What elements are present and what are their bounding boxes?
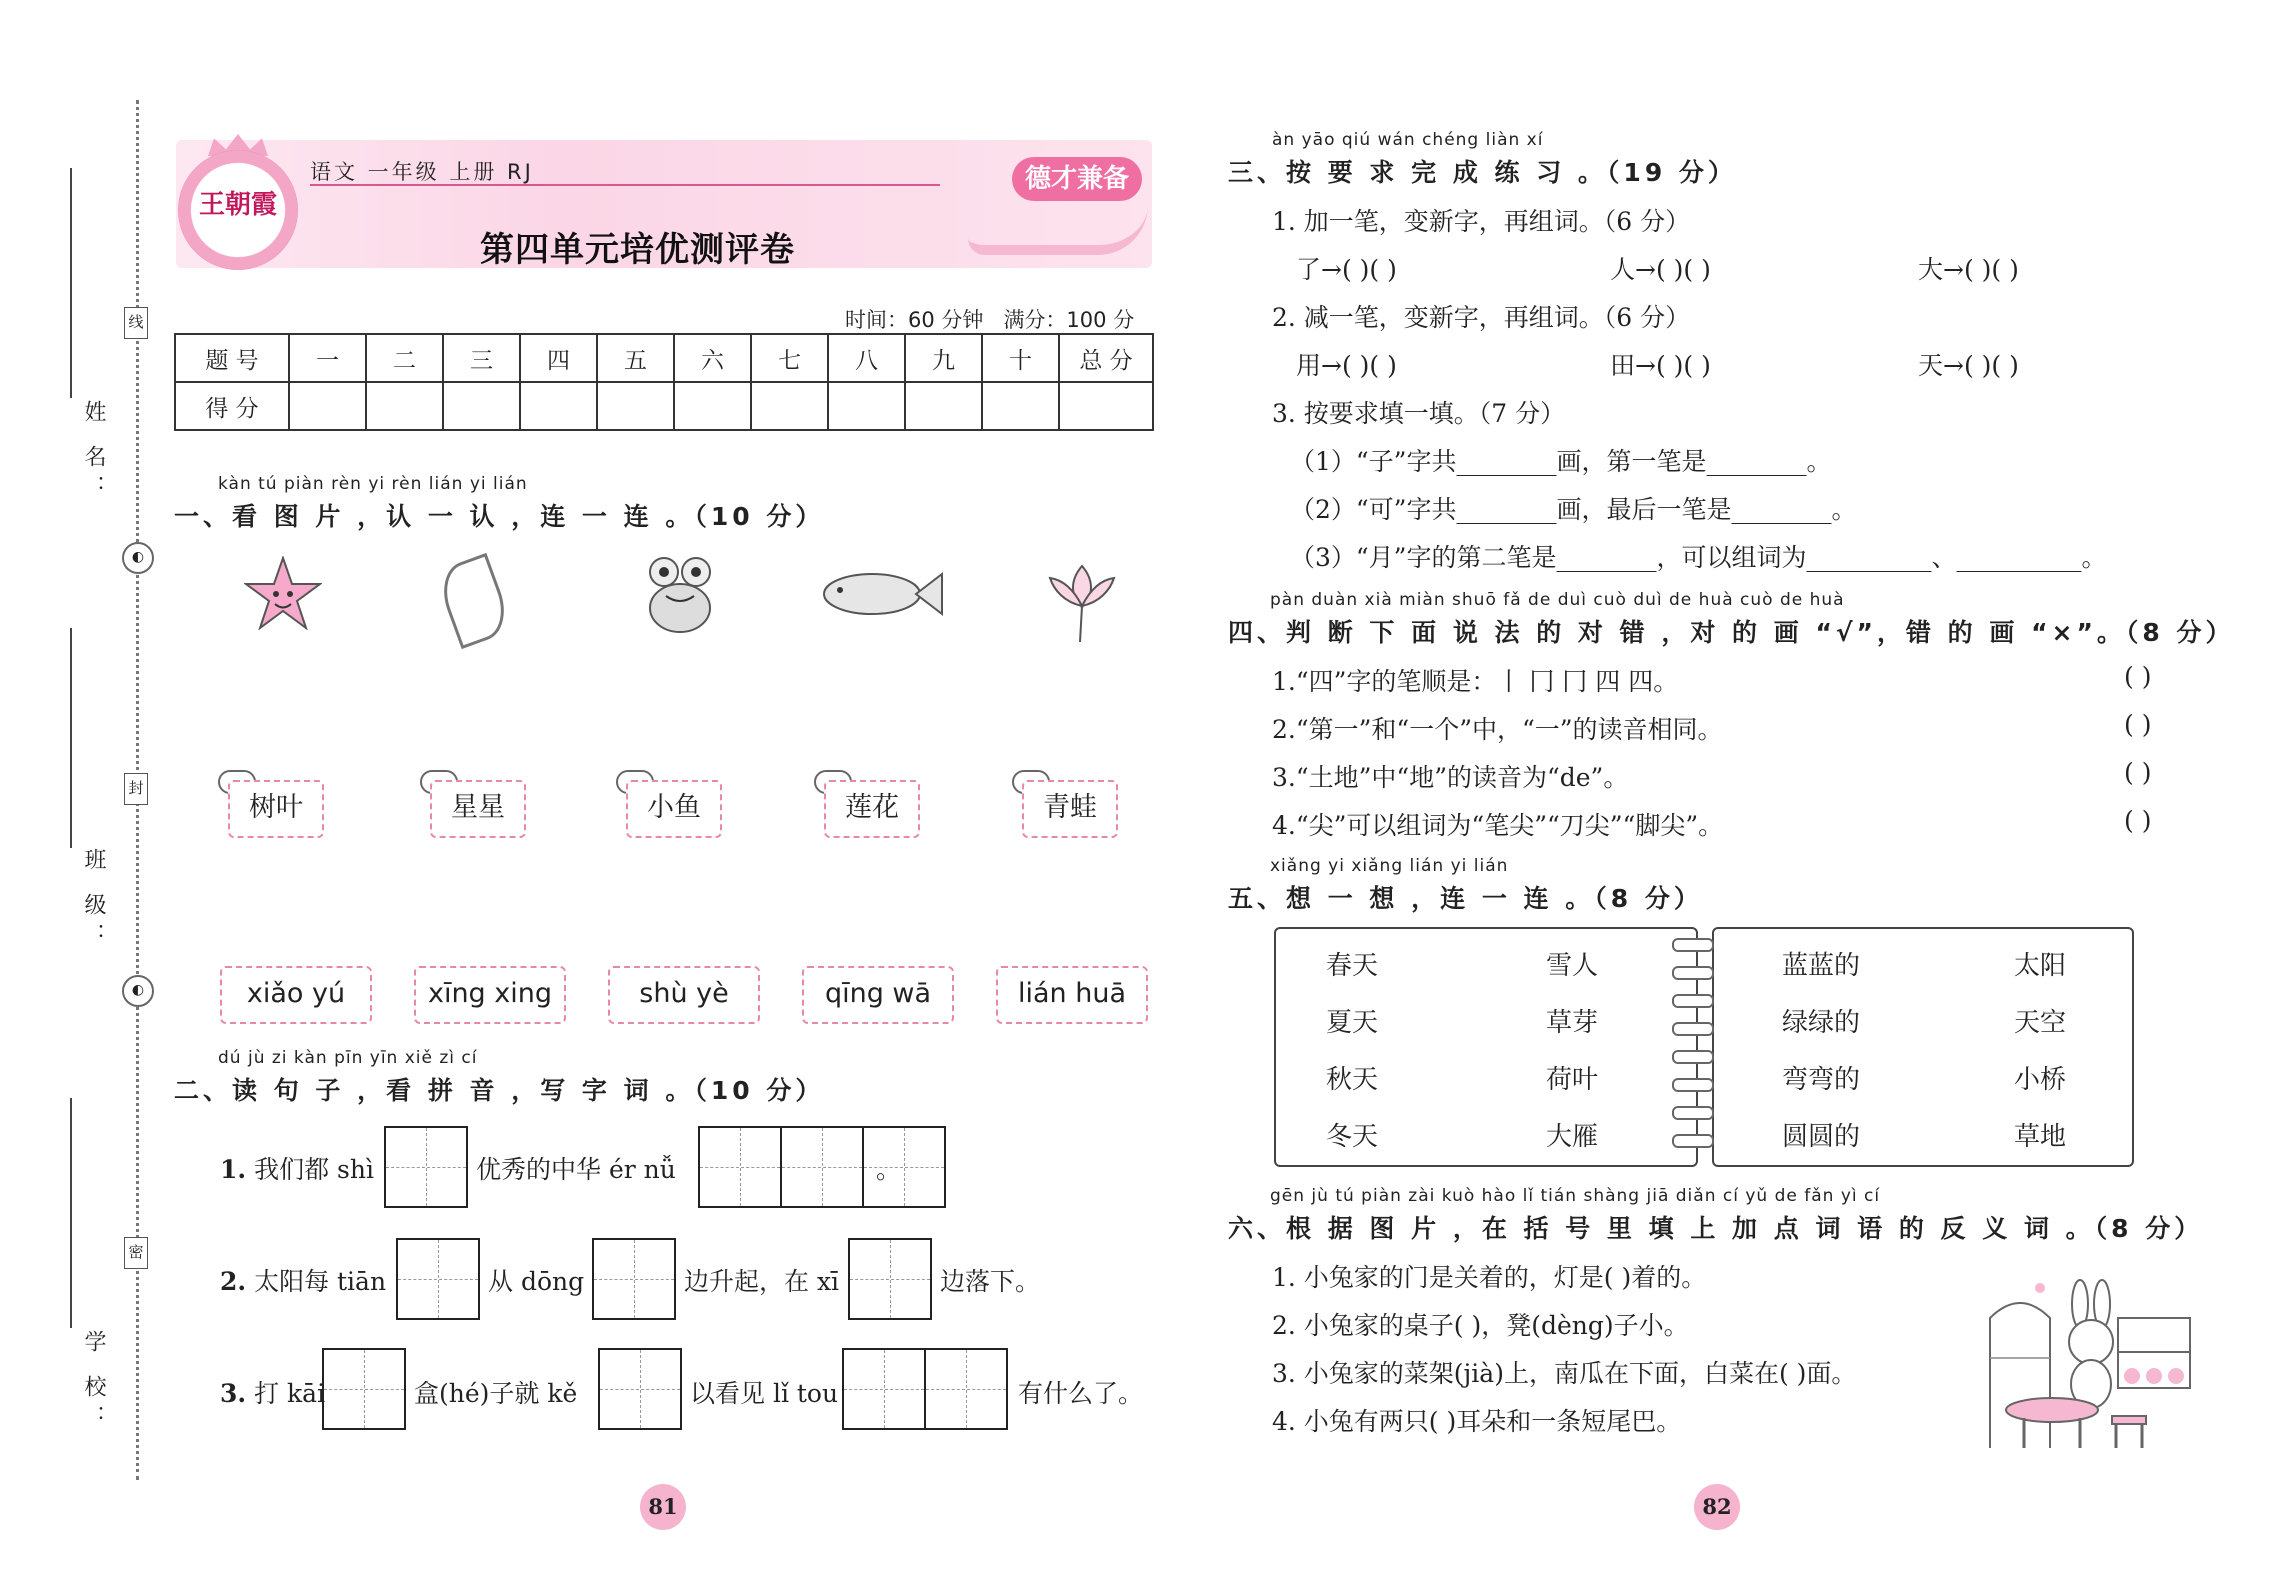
s4-item: 3.“土地”中“地”的读音为“de”。 bbox=[1272, 763, 1629, 792]
score-cell[interactable] bbox=[597, 382, 674, 430]
sentence-text: 太阳每 tiān bbox=[254, 1267, 387, 1296]
writing-grid[interactable] bbox=[396, 1238, 478, 1320]
page-number-right: 82 bbox=[1694, 1484, 1740, 1530]
leaf-picture bbox=[434, 553, 515, 649]
binder-ring-icon bbox=[1672, 1022, 1714, 1036]
school-field-line bbox=[70, 1098, 72, 1328]
time-limit: 时间：60 分钟 bbox=[845, 308, 984, 332]
grid-cell[interactable] bbox=[698, 1126, 782, 1208]
s2-line2 bbox=[220, 1262, 386, 1298]
writing-grid[interactable] bbox=[848, 1238, 930, 1320]
full-score: 满分：100 分 bbox=[1003, 308, 1135, 332]
subject-info: 语文 一年级 上册 RJ bbox=[310, 160, 534, 184]
grid-cell[interactable] bbox=[780, 1126, 864, 1208]
binder-ring-icon bbox=[1672, 938, 1714, 952]
sentence-text: 。 bbox=[876, 1155, 902, 1184]
binding-hole-icon: ◐ bbox=[122, 975, 154, 1007]
writing-grid[interactable] bbox=[598, 1348, 680, 1430]
s4-item: 1.“四”字的笔顺是：丨 冂 冂 四 四。 bbox=[1272, 667, 1679, 696]
pinyin-tag[interactable]: xiǎo yú bbox=[220, 966, 372, 1024]
brand-logo bbox=[178, 150, 298, 270]
pinyin-tag[interactable]: xīng xing bbox=[414, 966, 566, 1024]
s5-pinyin: xiǎng yi xiǎng lián yi lián bbox=[1270, 856, 1509, 876]
class-field bbox=[70, 620, 72, 848]
s6-pinyin: gēn jù tú piàn zài kuò hào lǐ tián shàng jiā diǎn cí yǔ de fǎn yì cí bbox=[1270, 1186, 1881, 1206]
writing-grid[interactable] bbox=[592, 1238, 674, 1320]
s3-q1: 1. 加一笔，变新字，再组词。（6 分） bbox=[1272, 207, 1691, 236]
fish-picture bbox=[818, 566, 944, 622]
pinyin-tag[interactable]: lián huā bbox=[996, 966, 1148, 1024]
name-field bbox=[70, 160, 72, 398]
match-word[interactable]: 草地 bbox=[2014, 1122, 2067, 1152]
s1-pinyin: kàn tú piàn rèn yi rèn lián yi lián bbox=[218, 474, 528, 494]
s3-q1-item[interactable]: 了→( )( ) bbox=[1296, 255, 1397, 284]
s4-item: 2.“第一”和“一个”中，“一”的读音相同。 bbox=[1272, 715, 1723, 744]
class-field-line bbox=[70, 628, 72, 848]
match-word[interactable]: 夏天 bbox=[1326, 1008, 1379, 1038]
grid-cell[interactable] bbox=[598, 1348, 682, 1430]
s3-q2-item[interactable]: 田→( )( ) bbox=[1610, 351, 1711, 380]
s4-pinyin: pàn duàn xià miàn shuō fǎ de duì cuò duì de huà cuò de huà bbox=[1270, 590, 1845, 610]
grid-cell[interactable] bbox=[862, 1126, 946, 1208]
sentence-text: 以看见 lǐ tou bbox=[690, 1379, 839, 1408]
match-box-right bbox=[1712, 927, 2134, 1167]
s5-title: 五、想 一 想 ，连 一 连 。（8 分） bbox=[1228, 884, 1703, 913]
s6-item[interactable]: 4. 小兔有两只( )耳朵和一条短尾巴。 bbox=[1272, 1407, 1682, 1436]
grid-cell[interactable] bbox=[384, 1126, 468, 1208]
table-cell: 七 bbox=[751, 334, 828, 382]
rabbit-room-picture bbox=[1980, 1278, 2220, 1456]
match-word[interactable]: 荷叶 bbox=[1546, 1065, 1599, 1095]
writing-grid[interactable] bbox=[698, 1126, 944, 1208]
binder-ring-icon bbox=[1672, 1050, 1714, 1064]
table-cell: 九 bbox=[905, 334, 982, 382]
grid-cell[interactable] bbox=[924, 1348, 1008, 1430]
table-cell: 题 号 bbox=[175, 334, 289, 382]
writing-grid[interactable] bbox=[322, 1348, 404, 1430]
binder-ring-icon bbox=[1672, 966, 1714, 980]
score-cell[interactable] bbox=[982, 382, 1059, 430]
table-cell: 二 bbox=[366, 334, 443, 382]
s2-pinyin: dú jù zi kàn pīn yīn xiě zì cí bbox=[218, 1048, 478, 1068]
score-table-score-row bbox=[175, 382, 1153, 430]
score-cell[interactable] bbox=[751, 382, 828, 430]
pinyin-tag[interactable]: shù yè bbox=[608, 966, 760, 1024]
writing-grid[interactable] bbox=[384, 1126, 466, 1208]
s2-line1 bbox=[220, 1150, 374, 1186]
s2-title: 二、读 句 子 ，看 拼 音 ，写 字 词 。（10 分） bbox=[174, 1076, 825, 1105]
match-word[interactable]: 天空 bbox=[2014, 1008, 2067, 1038]
match-word[interactable]: 大雁 bbox=[1546, 1122, 1599, 1152]
s6-item[interactable]: 2. 小兔家的桌子( )，凳(dèng)子小。 bbox=[1272, 1311, 1689, 1340]
sentence-text: 打 kāi bbox=[254, 1379, 326, 1408]
s3-q1-item[interactable]: 人→( )( ) bbox=[1610, 255, 1711, 284]
match-word[interactable]: 小桥 bbox=[2014, 1065, 2067, 1095]
table-cell: 十 bbox=[982, 334, 1059, 382]
sentence-text: 有什么了。 bbox=[1018, 1379, 1144, 1408]
binding-mark-line: 线 bbox=[124, 307, 148, 339]
s3-q3-item[interactable]: （2）“可”字共________画，最后一笔是________。 bbox=[1290, 495, 1857, 524]
s3-q3-item[interactable]: （1）“子”字共________画，第一笔是________。 bbox=[1290, 447, 1832, 476]
answer-paren[interactable]: ( ) bbox=[2124, 806, 2152, 835]
binding-mark-seal: 封 bbox=[124, 773, 148, 805]
answer-paren[interactable]: ( ) bbox=[2124, 662, 2152, 691]
binding-mark-secret: 密 bbox=[124, 1237, 148, 1269]
decorative-swirl bbox=[968, 205, 1148, 255]
s2-line3 bbox=[220, 1374, 325, 1410]
table-cell: 得 分 bbox=[175, 382, 289, 430]
s3-title: 三、按 要 求 完 成 练 习 。（19 分） bbox=[1228, 158, 1737, 187]
table-cell: 八 bbox=[828, 334, 905, 382]
match-word[interactable]: 圆圆的 bbox=[1782, 1122, 1861, 1152]
table-cell: 六 bbox=[674, 334, 751, 382]
sentence-text: 边升起，在 xī bbox=[684, 1267, 840, 1296]
class-label: 班 级： bbox=[81, 848, 106, 953]
star-picture bbox=[244, 556, 322, 630]
sentence-text: 盒(hé)子就 kě bbox=[414, 1379, 578, 1408]
item-number: 2. bbox=[220, 1267, 247, 1296]
word-tag[interactable]: 青蛙 bbox=[1022, 780, 1118, 838]
table-cell: 一 bbox=[289, 334, 366, 382]
school-label: 学 校： bbox=[81, 1330, 106, 1435]
score-cell[interactable] bbox=[1059, 382, 1153, 430]
s3-q3: 3. 按要求填一填。（7 分） bbox=[1272, 399, 1566, 428]
name-label: 姓 名： bbox=[81, 400, 106, 505]
slogan-badge: 德才兼备 bbox=[1012, 157, 1142, 201]
item-number: 3. bbox=[220, 1379, 247, 1408]
s6-item[interactable]: 3. 小兔家的菜架(jià)上，南瓜在下面，白菜在( )面。 bbox=[1272, 1359, 1857, 1388]
sentence-text: 优秀的中华 ér nǚ bbox=[476, 1155, 676, 1184]
item-number: 1. bbox=[220, 1155, 247, 1184]
answer-paren[interactable]: ( ) bbox=[2124, 758, 2152, 787]
table-cell: 总 分 bbox=[1059, 334, 1153, 382]
score-cell[interactable] bbox=[443, 382, 520, 430]
match-word[interactable]: 蓝蓝的 bbox=[1782, 951, 1861, 981]
table-cell: 三 bbox=[443, 334, 520, 382]
s3-q2: 2. 减一笔，变新字，再组词。（6 分） bbox=[1272, 303, 1691, 332]
grid-cell[interactable] bbox=[592, 1238, 676, 1320]
score-cell[interactable] bbox=[520, 382, 597, 430]
page-title: 第四单元培优测评卷 bbox=[480, 230, 795, 270]
score-cell[interactable] bbox=[674, 382, 751, 430]
score-cell[interactable] bbox=[366, 382, 443, 430]
binder-ring-icon bbox=[1672, 1078, 1714, 1092]
binder-ring-icon bbox=[1672, 994, 1714, 1008]
lotus-picture bbox=[1040, 556, 1124, 644]
score-cell[interactable] bbox=[905, 382, 982, 430]
sentence-text: 我们都 shì bbox=[254, 1155, 374, 1184]
s4-title: 四、判 断 下 面 说 法 的 对 错 ，对 的 画 “√”，错 的 画 “×”。（8 分） bbox=[1228, 618, 2235, 647]
table-cell: 四 bbox=[520, 334, 597, 382]
match-word[interactable]: 秋天 bbox=[1326, 1065, 1379, 1095]
s3-q2-item[interactable]: 天→( )( ) bbox=[1918, 351, 2019, 380]
exam-meta bbox=[845, 304, 1134, 334]
match-word[interactable]: 草芽 bbox=[1546, 1008, 1599, 1038]
s3-pinyin: àn yāo qiú wán chéng liàn xí bbox=[1272, 130, 1544, 150]
score-table bbox=[174, 333, 1154, 431]
grid-cell[interactable] bbox=[848, 1238, 932, 1320]
binding-hole-icon: ◐ bbox=[122, 542, 154, 574]
sentence-text: 从 dōng bbox=[488, 1267, 585, 1296]
match-word[interactable]: 绿绿的 bbox=[1782, 1008, 1861, 1038]
frog-picture bbox=[640, 550, 720, 636]
pinyin-tag[interactable]: qīng wā bbox=[802, 966, 954, 1024]
score-cell[interactable] bbox=[289, 382, 366, 430]
binder-ring-icon bbox=[1672, 1106, 1714, 1120]
s6-title: 六、根 据 图 片 ，在 括 号 里 填 上 加 点 词 语 的 反 义 词 。（8 分） bbox=[1228, 1214, 2204, 1243]
score-cell[interactable] bbox=[828, 382, 905, 430]
score-table-header-row bbox=[175, 334, 1153, 382]
word-tag[interactable]: 星星 bbox=[430, 780, 526, 838]
word-tag[interactable]: 树叶 bbox=[228, 780, 324, 838]
s1-title: 一、看 图 片 ，认 一 认 ，连 一 连 。（10 分） bbox=[174, 502, 825, 531]
page-number-left: 81 bbox=[640, 1484, 686, 1530]
sentence-text: 边落下。 bbox=[940, 1267, 1041, 1296]
school-field bbox=[70, 1090, 72, 1328]
answer-paren[interactable]: ( ) bbox=[2124, 710, 2152, 739]
word-tag[interactable]: 莲花 bbox=[824, 780, 920, 838]
grid-cell[interactable] bbox=[842, 1348, 926, 1430]
name-field-line bbox=[70, 168, 72, 398]
s4-item: 4.“尖”可以组词为“笔尖”“刀尖”“脚尖”。 bbox=[1272, 811, 1724, 840]
s3-q1-item[interactable]: 大→( )( ) bbox=[1918, 255, 2019, 284]
header-rule bbox=[310, 184, 940, 186]
match-word[interactable]: 弯弯的 bbox=[1782, 1065, 1861, 1095]
s6-item[interactable]: 1. 小兔家的门是关着的，灯是( )着的。 bbox=[1272, 1263, 1707, 1292]
match-word[interactable]: 冬天 bbox=[1326, 1122, 1379, 1152]
brand-name: 王朝霞 bbox=[198, 190, 277, 220]
table-cell: 五 bbox=[597, 334, 674, 382]
writing-grid[interactable] bbox=[842, 1348, 1006, 1430]
match-word[interactable]: 雪人 bbox=[1546, 951, 1599, 981]
match-word[interactable]: 春天 bbox=[1326, 951, 1379, 981]
binder-ring-icon bbox=[1672, 1134, 1714, 1148]
grid-cell[interactable] bbox=[322, 1348, 406, 1430]
s3-q2-item[interactable]: 用→( )( ) bbox=[1296, 351, 1397, 380]
word-tag[interactable]: 小鱼 bbox=[626, 780, 722, 838]
match-word[interactable]: 太阳 bbox=[2014, 951, 2067, 981]
grid-cell[interactable] bbox=[396, 1238, 480, 1320]
s3-q3-item[interactable]: （3）“月”字的第二笔是________，可以组词为__________、__________。 bbox=[1290, 543, 2107, 572]
